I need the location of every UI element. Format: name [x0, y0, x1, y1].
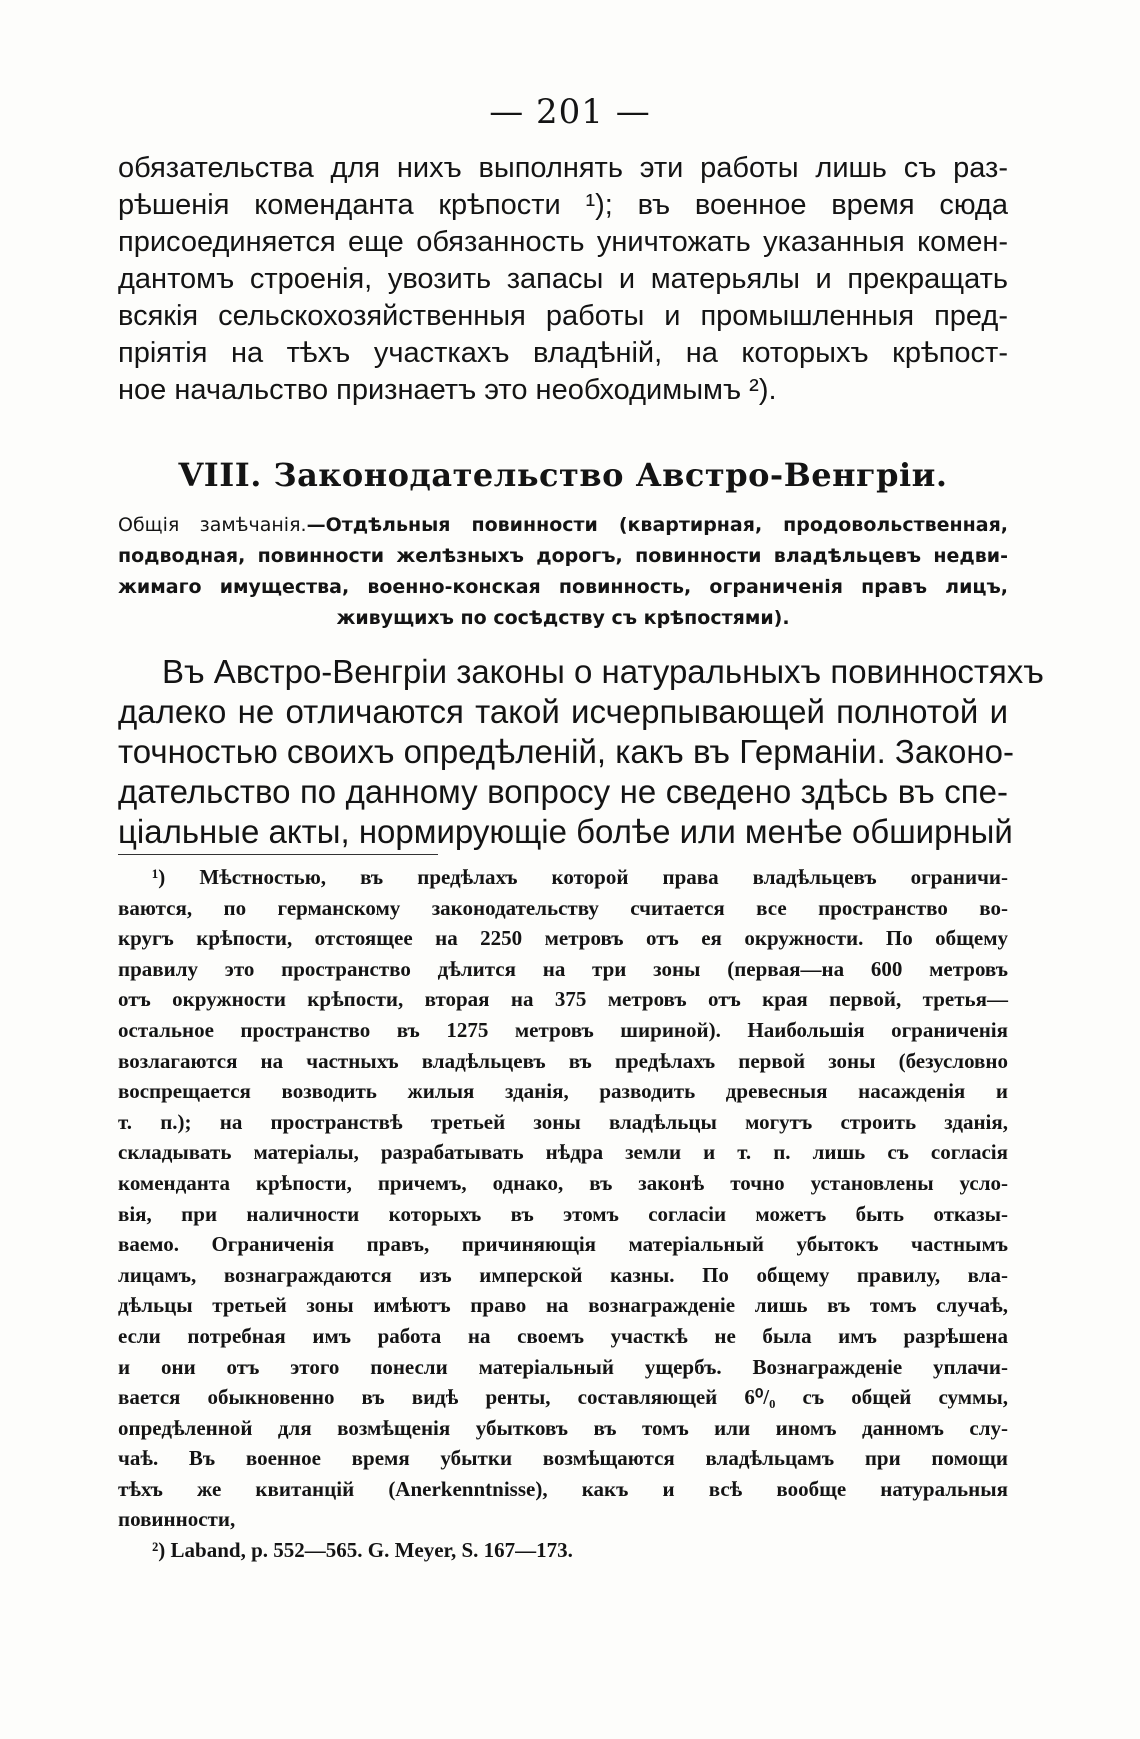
- summary-lead: Общія замѣчанія.: [118, 514, 307, 536]
- text-line: жимаго имущества, военно-конская повинность, ограниченія правъ лицъ,: [118, 576, 1008, 598]
- footnote-line: правилу это пространство дѣлится на три зоны (первая—на 600 метровъ: [118, 956, 1008, 981]
- footnote-line: вается обыкновенно въ видѣ ренты, составляющей 6⁰/₀ съ общей суммы,: [118, 1385, 1008, 1410]
- text-line: присоединяется еще обязанность уничтожать указанныя комен-: [118, 226, 1008, 258]
- footnote-line: чаѣ. Въ военное время убытки возмѣщаются владѣльцамъ при помощи: [118, 1446, 1008, 1471]
- footnote-line: возлагаются на частныхъ владѣльцевъ въ предѣлахъ первой зоны (безусловно: [118, 1048, 1008, 1073]
- text-line: точностью своихъ опредѣленій, какъ въ Германіи. Законо-: [118, 733, 1014, 770]
- footnote-line: ваются, по германскому законодательству считается все пространство во-: [118, 895, 1008, 920]
- text-line: Въ Австро-Венгріи законы о натуральныхъ повинностяхъ: [162, 653, 1044, 690]
- text-line: живущихъ по сосѣдству съ крѣпостями).: [336, 607, 790, 629]
- summary-first-line: [118, 510, 1008, 541]
- footnote-line: отъ окружности крѣпости, вторая на 375 метровъ отъ края первой, третья—: [118, 987, 1008, 1012]
- footnote-line: лицамъ, вознаграждаются изъ имперской казны. По общему правилу, вла-: [118, 1262, 1008, 1287]
- footnote-line: складывать матеріалы, разрабатывать нѣдра земли и т. п. лишь съ согласія: [118, 1140, 1008, 1165]
- summary-text: —Отдѣльныя повинности (квартирная, продовольственная,: [306, 514, 1008, 536]
- footnote-line: опредѣленной для возмѣщенія убытковъ въ томъ или иномъ данномъ слу-: [118, 1415, 1008, 1440]
- text-line: рѣшенія коменданта крѣпости ¹); въ военное время сюда: [118, 189, 1008, 221]
- footnote-line: остальное пространство въ 1275 метровъ шириной). Наибольшія ограниченія: [118, 1017, 1008, 1042]
- footnote-line: ваемо. Ограниченія правъ, причиняющія матеріальный убытокъ частнымъ: [118, 1232, 1008, 1257]
- footnote-line: коменданта крѣпости, причемъ, однако, въ законѣ точно установлены усло-: [118, 1170, 1008, 1195]
- footnote-line: вія, при наличности которыхъ въ этомъ согласіи можетъ быть отказы-: [118, 1201, 1008, 1226]
- text-line: всякія сельскохозяйственныя работы и промышленныя пред-: [118, 300, 1008, 332]
- footnote-divider: [118, 854, 438, 855]
- text-line: дательство по данному вопросу не сведено здѣсь въ спе-: [118, 773, 1008, 810]
- paragraph-continuation: [118, 150, 1008, 409]
- footnote-line: воспрещается возводить жилыя зданія, разводить древесныя насажденія и: [118, 1079, 1008, 1104]
- text-line: ціальные акты, нормирующіе болѣе или менѣе обширный: [118, 813, 1013, 850]
- section-summary: [118, 510, 1008, 634]
- page-number: — 201 —: [489, 92, 651, 132]
- main-paragraph: [118, 652, 1044, 852]
- text-line: далеко не отличаются такой исчерпывающей полнотой и: [118, 693, 1008, 730]
- footnote-line: кругъ крѣпости, отстоящее на 2250 метровъ отъ ея окружности. По общему: [118, 926, 1008, 951]
- text-line: подводная, повинности желѣзныхъ дорогъ, повинности владѣльцевъ недви-: [118, 545, 1008, 567]
- section-heading: VIII. Законодательство Австро-Венгріи.: [178, 456, 948, 494]
- text-line: пріятія на тѣхъ участкахъ владѣній, на которыхъ крѣпост-: [118, 337, 1008, 369]
- footnote-line: дѣльцы третьей зоны имѣютъ право на вознагражденіе лишь въ томъ случаѣ,: [118, 1293, 1008, 1318]
- footnote-line: ¹) Мѣстностью, въ предѣлахъ которой права владѣльцевъ ограничи-: [152, 865, 1008, 889]
- text-line: ное начальство признаетъ это необходимымъ ²).: [118, 374, 777, 406]
- footnote-line: повинности,: [118, 1507, 236, 1532]
- footnote-line: если потребная имъ работа на своемъ участкѣ не была имъ разрѣшена: [118, 1323, 1008, 1348]
- footnotes: [118, 862, 1008, 1566]
- footnote-line: и они отъ этого понесли матеріальный ущербъ. Вознагражденіе уплачи-: [118, 1354, 1008, 1379]
- text-line: дантомъ строенія, увозить запасы и матерьялы и прекращать: [118, 263, 1008, 295]
- footnote-line: тѣхъ же квитанцій (Anerkenntnisse), какъ и всѣ вообще натуральныя: [118, 1476, 1008, 1501]
- text-line: обязательства для нихъ выполнять эти работы лишь съ раз-: [118, 152, 1008, 184]
- footnote-2: ²) Laband, p. 552—565. G. Meyer, S. 167—173.: [152, 1538, 573, 1563]
- footnote-line: т. п.); на пространствѣ третьей зоны владѣльцы могутъ строить зданія,: [118, 1109, 1008, 1134]
